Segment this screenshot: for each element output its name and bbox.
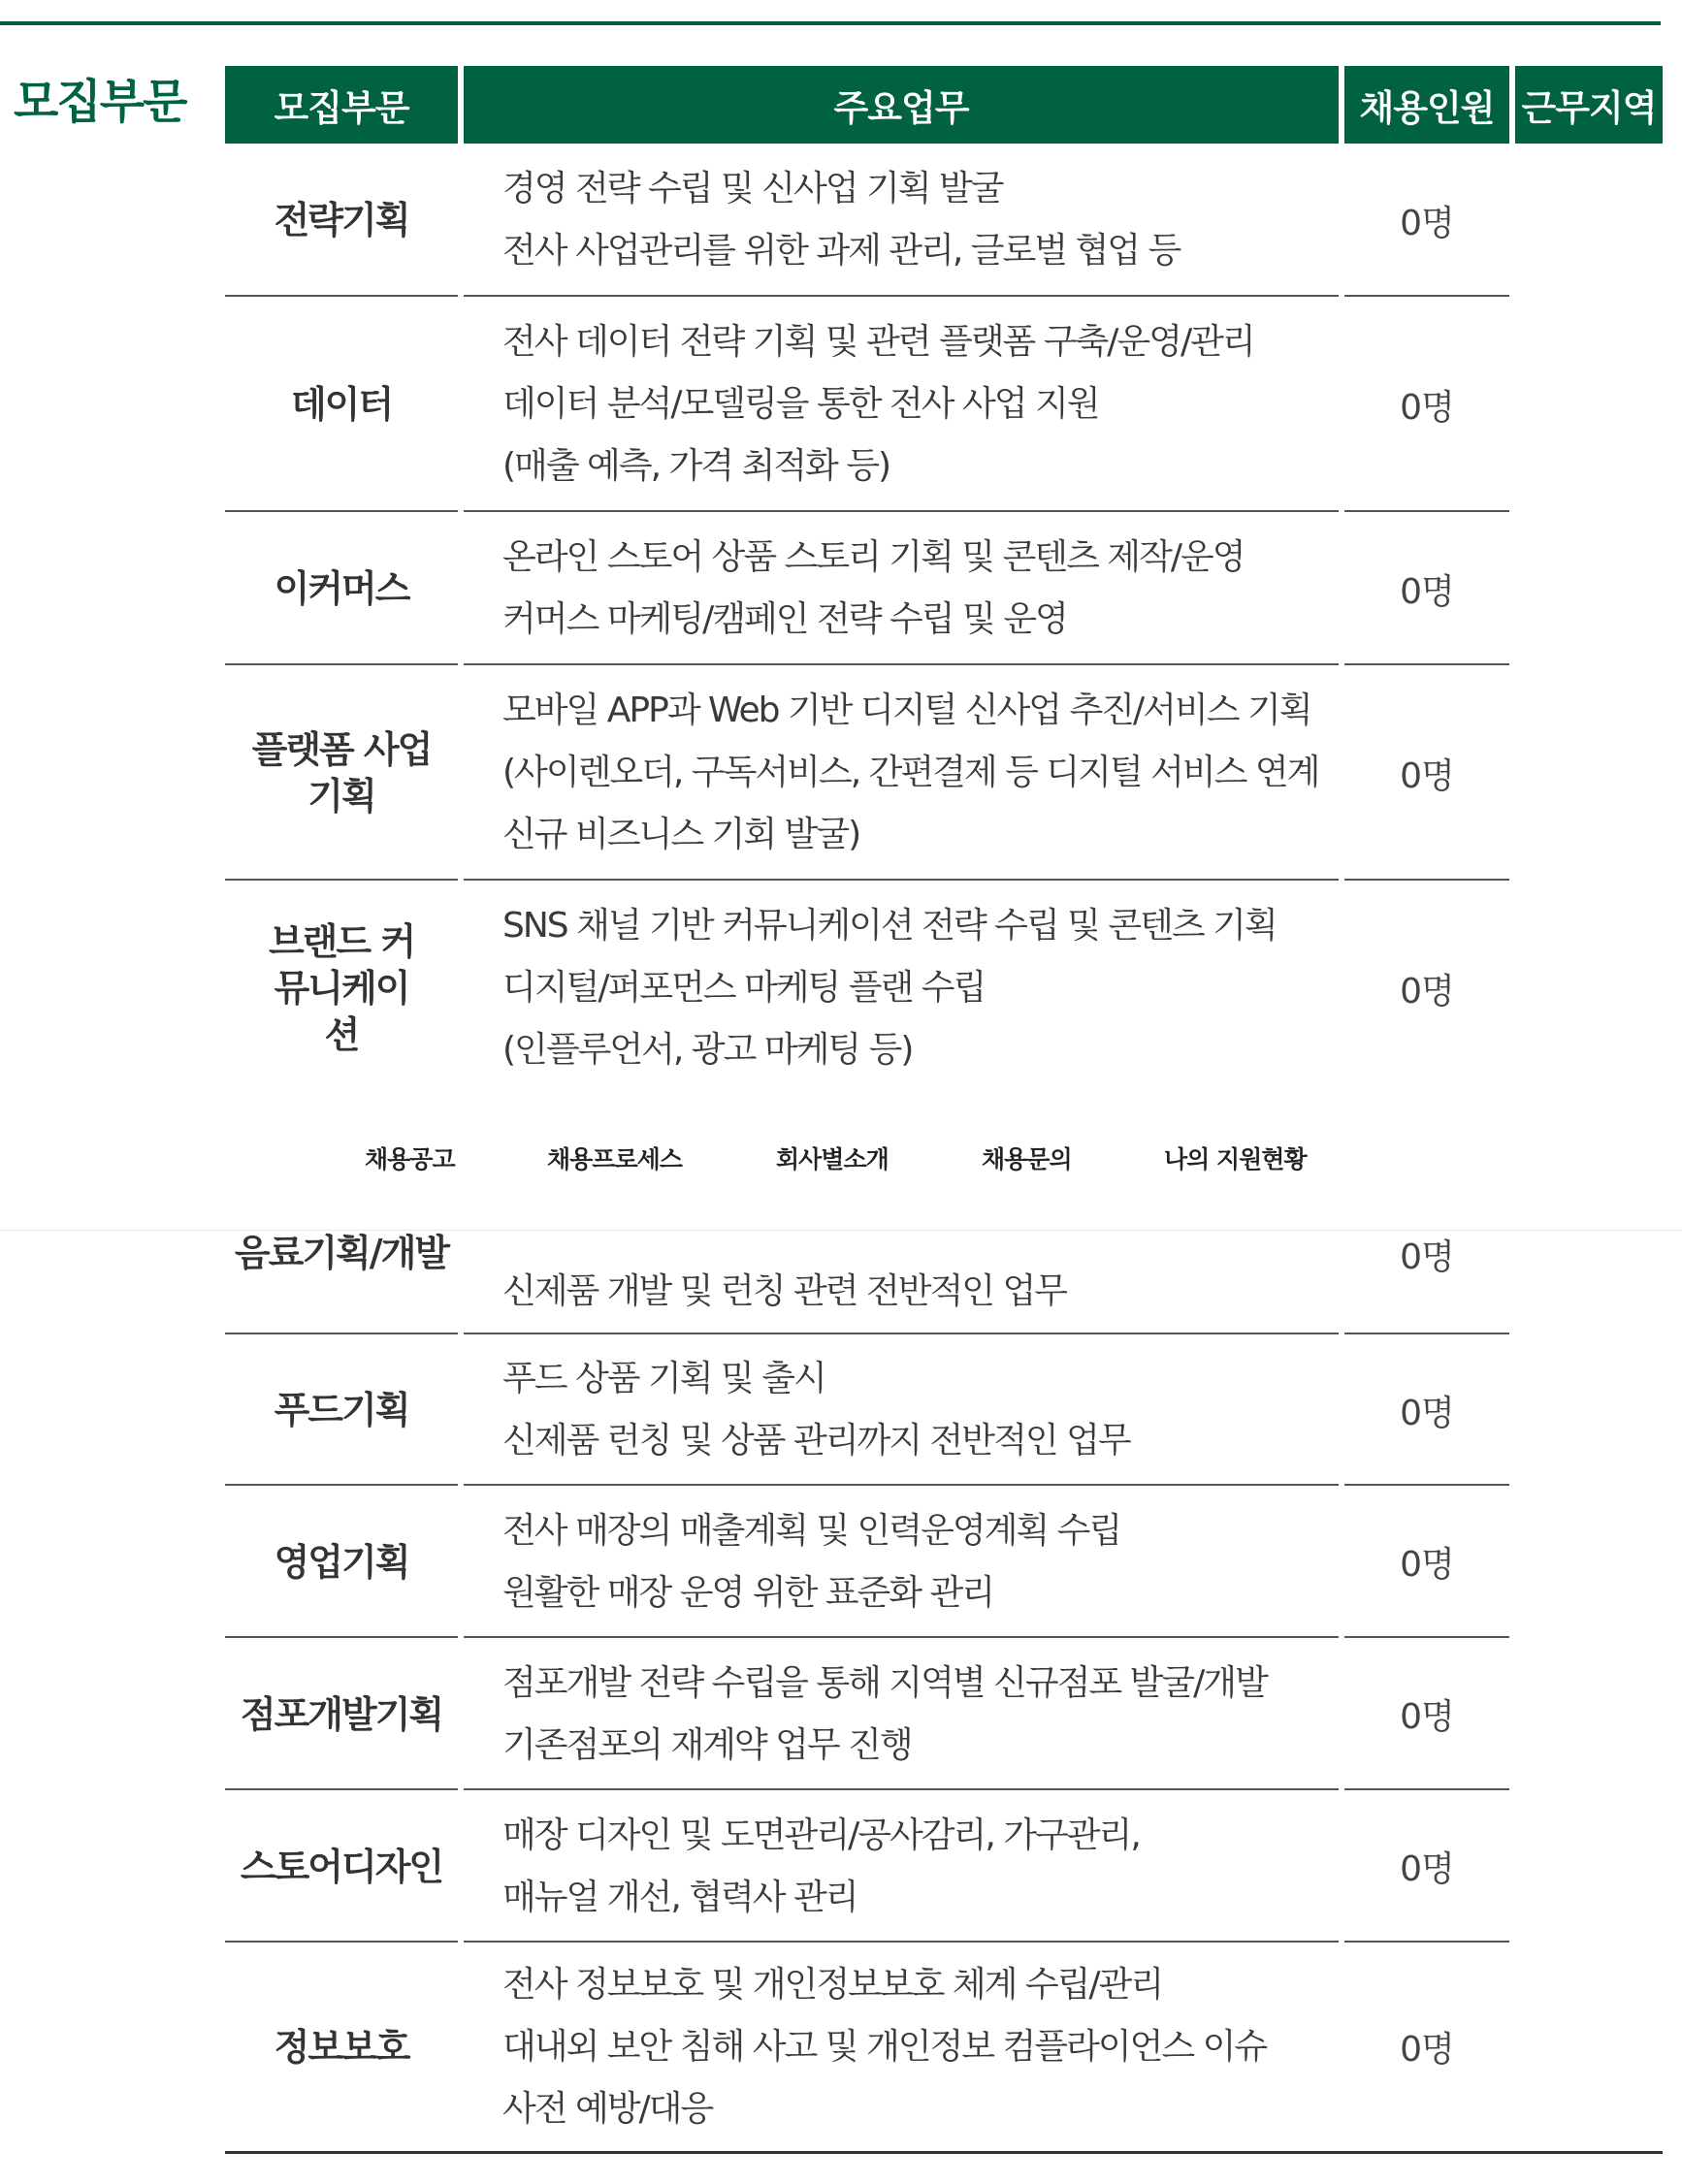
duty-line: 원활한 매장 운영 위한 표준화 관리 xyxy=(502,1572,994,1613)
duty-list xyxy=(502,1790,1327,1943)
nav-job-postings[interactable]: 채용공고 xyxy=(365,1145,455,1173)
duty-line: 신제품 런칭 및 상품 관리까지 전반적인 업무 xyxy=(502,1421,1130,1461)
headcount: 0명 xyxy=(1400,1393,1454,1433)
category-name: 스토어디자인 xyxy=(240,1845,443,1888)
table-row xyxy=(0,1638,1682,1790)
duty-list xyxy=(502,1486,1327,1638)
duty-line: 전사 매장의 매출계획 및 인력운영계획 수립 xyxy=(502,1510,1121,1551)
category-name: 이커머스 xyxy=(274,567,409,610)
sticky-nav-bar xyxy=(0,1092,1682,1231)
table-row xyxy=(0,665,1682,881)
duty-list xyxy=(502,512,1327,665)
duty-list xyxy=(502,1943,1327,2151)
duty-line: 경영 전략 수립 및 신사업 기획 발굴 xyxy=(502,169,1003,209)
top-divider xyxy=(0,21,1661,25)
section-title: 모집부문 xyxy=(14,75,186,129)
duty-line: 점포개발 전략 수립을 통해 지역별 신규점포 발굴/개발 xyxy=(502,1662,1267,1703)
headcount: 0명 xyxy=(1400,1849,1454,1889)
category-name: 정보보호 xyxy=(274,2025,409,2069)
table-row xyxy=(0,1790,1682,1943)
duty-line: 전사 데이터 전략 기획 및 관련 플랫폼 구축/운영/관리 xyxy=(502,322,1254,362)
duty-list xyxy=(502,297,1327,512)
duty-line: 신규 비즈니스 기회 발굴) xyxy=(502,815,860,854)
nav-my-applications[interactable]: 나의 지원현황 xyxy=(1164,1145,1307,1173)
duty-line: (인플루언서, 광고 마케팅 등) xyxy=(502,1030,913,1070)
table-row xyxy=(0,297,1682,512)
duty-line: 모바일 APP과 Web 기반 디지털 신사업 추진/서비스 기획 xyxy=(502,691,1311,730)
duty-line: SNS 채널 기반 커뮤니케이션 전략 수립 및 콘텐츠 기획 xyxy=(502,906,1277,946)
headcount: 0명 xyxy=(1400,1697,1454,1737)
table-row xyxy=(0,1230,1682,1334)
duty-line: 매장 디자인 및 도면관리/공사감리, 가구관리, xyxy=(502,1815,1140,1855)
category-name: 데이터 xyxy=(290,383,393,426)
category-name: 영업기획 xyxy=(274,1540,409,1584)
category-name: 푸드기획 xyxy=(274,1389,409,1431)
nav-contact[interactable]: 채용문의 xyxy=(982,1145,1072,1173)
duty-list xyxy=(502,665,1327,881)
category-name: 점포개발기획 xyxy=(240,1692,443,1736)
headcount: 0명 xyxy=(1400,1237,1454,1277)
headcount: 0명 xyxy=(1400,387,1454,428)
header-location: 근무지역 xyxy=(1515,66,1663,144)
table-row xyxy=(0,1486,1682,1638)
duty-line: (매출 예측, 가격 최적화 등) xyxy=(502,446,890,486)
table-row xyxy=(0,512,1682,665)
duty-line: 푸드 상품 기획 및 출시 xyxy=(502,1359,825,1398)
category-name: 전략기획 xyxy=(274,199,409,241)
category-name: 플랫폼 사업 기획 xyxy=(251,728,432,818)
duty-line: 온라인 스토어 상품 스토리 기획 및 콘텐츠 제작/운영 xyxy=(502,537,1245,577)
duty-line: (사이렌오더, 구독서비스, 간편결제 등 디지털 서비스 연계 xyxy=(502,753,1319,792)
duty-list xyxy=(502,1334,1327,1486)
table-row xyxy=(0,1943,1682,2151)
duty-line: 기존점포의 재계약 업무 진행 xyxy=(502,1724,912,1765)
header-category: 모집부문 xyxy=(225,66,458,144)
duty-list xyxy=(502,1638,1327,1790)
duty-line: 디지털/퍼포먼스 마케팅 플랜 수립 xyxy=(502,968,986,1008)
duty-line: 전사 정보보호 및 개인정보보호 체계 수립/관리 xyxy=(502,1964,1163,2005)
table-bottom-border xyxy=(225,2151,1663,2154)
duty-line: 매뉴얼 개선, 협력사 관리 xyxy=(502,1877,857,1917)
header-headcount: 채용인원 xyxy=(1344,66,1509,144)
duty-line: 데이터 분석/모델링을 통한 전사 사업 지원 xyxy=(502,384,1099,424)
duty-list xyxy=(502,144,1327,297)
category-name: 음료기획/개발 xyxy=(234,1232,449,1274)
headcount: 0명 xyxy=(1400,755,1454,796)
table-row xyxy=(0,1334,1682,1486)
duty-line: 커머스 마케팅/캠페인 전략 수립 및 운영 xyxy=(502,599,1067,639)
nav-company-intro[interactable]: 회사별소개 xyxy=(776,1145,889,1173)
headcount: 0명 xyxy=(1400,971,1454,1012)
table-row xyxy=(0,881,1682,1096)
headcount: 0명 xyxy=(1400,571,1454,612)
category-name: 브랜드 커뮤니케이션 xyxy=(268,920,415,1056)
duty-list xyxy=(502,881,1327,1096)
duty-line: 전사 사업관리를 위한 과제 관리, 글로벌 협업 등 xyxy=(502,231,1181,271)
headcount: 0명 xyxy=(1400,1545,1454,1585)
duty-line: 대내외 보안 침해 사고 및 개인정보 컴플라이언스 이슈 xyxy=(502,2026,1267,2067)
duty-line: 신제품 개발 및 런칭 관련 전반적인 업무 xyxy=(502,1271,1067,1311)
header-duties: 주요업무 xyxy=(464,66,1339,144)
nav-hiring-process[interactable]: 채용프로세스 xyxy=(547,1145,682,1173)
duty-line: 사전 예방/대응 xyxy=(502,2088,713,2129)
table-row xyxy=(0,144,1682,297)
headcount: 0명 xyxy=(1400,203,1454,243)
duty-list xyxy=(502,1230,1327,1334)
headcount: 0명 xyxy=(1400,2030,1454,2070)
